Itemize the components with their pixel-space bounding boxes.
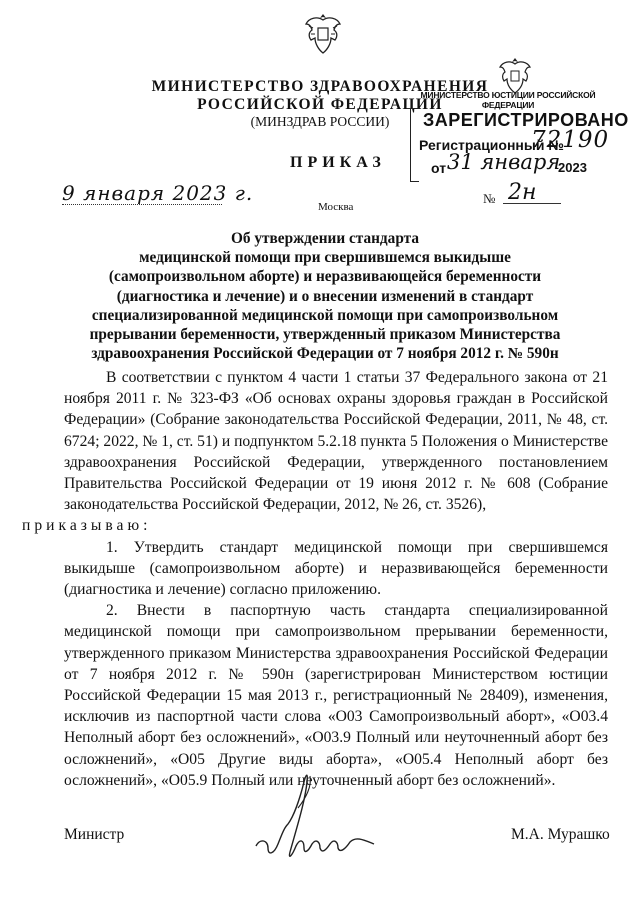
stamp-title: МИНИСТЕРСТВО ЮСТИЦИИ РОССИЙСКОЙ ФЕДЕРАЦИИ (420, 90, 596, 110)
item-1: 1. Утвердить стандарт медицинской помощи при свершившемся выкидыше (самопроизвольном аборте) и неразвивающейся беременности (диагностика и лечение) согласно приложению. (64, 538, 608, 599)
title-line: (диагностика и лечение) и о внесении изменений в стандарт (116, 287, 534, 305)
title-line: специализированной медицинской помощи при самопроизвольном (91, 306, 559, 324)
signer-name: М.А. Мурашко (511, 826, 610, 843)
order-word: приказываю: (22, 517, 152, 535)
signature-icon (238, 768, 388, 873)
signer-position: Министр (64, 826, 125, 843)
stamp-border (410, 108, 419, 182)
preamble-paragraph (22, 367, 608, 537)
stamp-date-label: от (431, 160, 447, 176)
title-line: здравоохранения Российской Федерации от 7 ноября 2012 г. № 590н (91, 345, 559, 363)
stamp-status: ЗАРЕГИСТРИРОВАНО (423, 110, 629, 130)
coat-of-arms-icon (303, 10, 343, 56)
document-body (22, 367, 608, 791)
stamp-date-value: 31 января (447, 150, 561, 174)
title-line: Об утверждении стандарта (231, 230, 419, 247)
title-line: медицинской помощи при свершившемся выкидыше (139, 249, 511, 267)
document-title (70, 229, 580, 363)
date-underline (62, 204, 222, 205)
number-label: № (483, 191, 496, 206)
item-2: 2. Внести в паспортную часть стандарта специализированной медицинской помощи при самопроизвольном прерывании беременности, утвержденного приказом Министерства здравоохранения Российской Федерации от 7 ноября 2012 г. № 590н (зарегистрирован Министерством юстиции Российской Федерации 15 мая 2013 г., регистрационный № 28409), изменения, исключив из паспортной части слова «O03 Самопроизвольный аборт», «O03.4 Неполный аборт без осложнений», «O03.9 Полный или неуточненный аборт без осложнений», «O05 Другие виды аборта», «O05.4 Неполный аборт без осложнений», «O05.9 Полный или неуточненный аборт без осложнений». (64, 602, 608, 789)
order-date: 9 января 2023 г. (62, 181, 254, 205)
document-type: ПРИКАЗ (290, 154, 386, 171)
ministry-name-line2: РОССИЙСКОЙ ФЕДЕРАЦИИ (197, 96, 443, 113)
order-number: 2н (508, 180, 537, 205)
title-line: прерывании беременности, утвержденный приказом Министерства (89, 326, 561, 344)
stamp-year: 2023 (558, 160, 587, 175)
ministry-name-line1: МИНИСТЕРСТВО ЗДРАВООХРАНЕНИЯ (151, 78, 489, 95)
ministry-short-name: (МИНЗДРАВ РОССИИ) (250, 114, 390, 129)
title-line: (самопроизвольном аборте) и неразвивающейся беременности (108, 268, 542, 286)
city: Москва (318, 201, 354, 213)
stamp-reg-number: 72190 (531, 127, 610, 153)
stamp-emblem-icon (497, 55, 533, 95)
stamp-reg-label: Регистрационный № (419, 137, 564, 153)
number-underline (503, 203, 561, 204)
preamble-text: В соответствии с пунктом 4 части 1 статьи 37 Федерального закона от 21 ноября 2011 г. № 323-ФЗ «Об основах охраны здоровья граждан в Российской Федерации» (Собрание законодательства Российской Федерации, 2011, № 48, ст. 6724; 2022, № 1, ст. 51) и подпунктом 5.2.18 пункта 5 Положения о Министерстве здравоохранения Российской Федерации, утвержденного постановлением Правительства Российской Федерации от 19 июня 2012 г. № 608 (Собрание законодательства Российской Федерации, 2012, № 26, ст. 3526), (64, 369, 608, 514)
